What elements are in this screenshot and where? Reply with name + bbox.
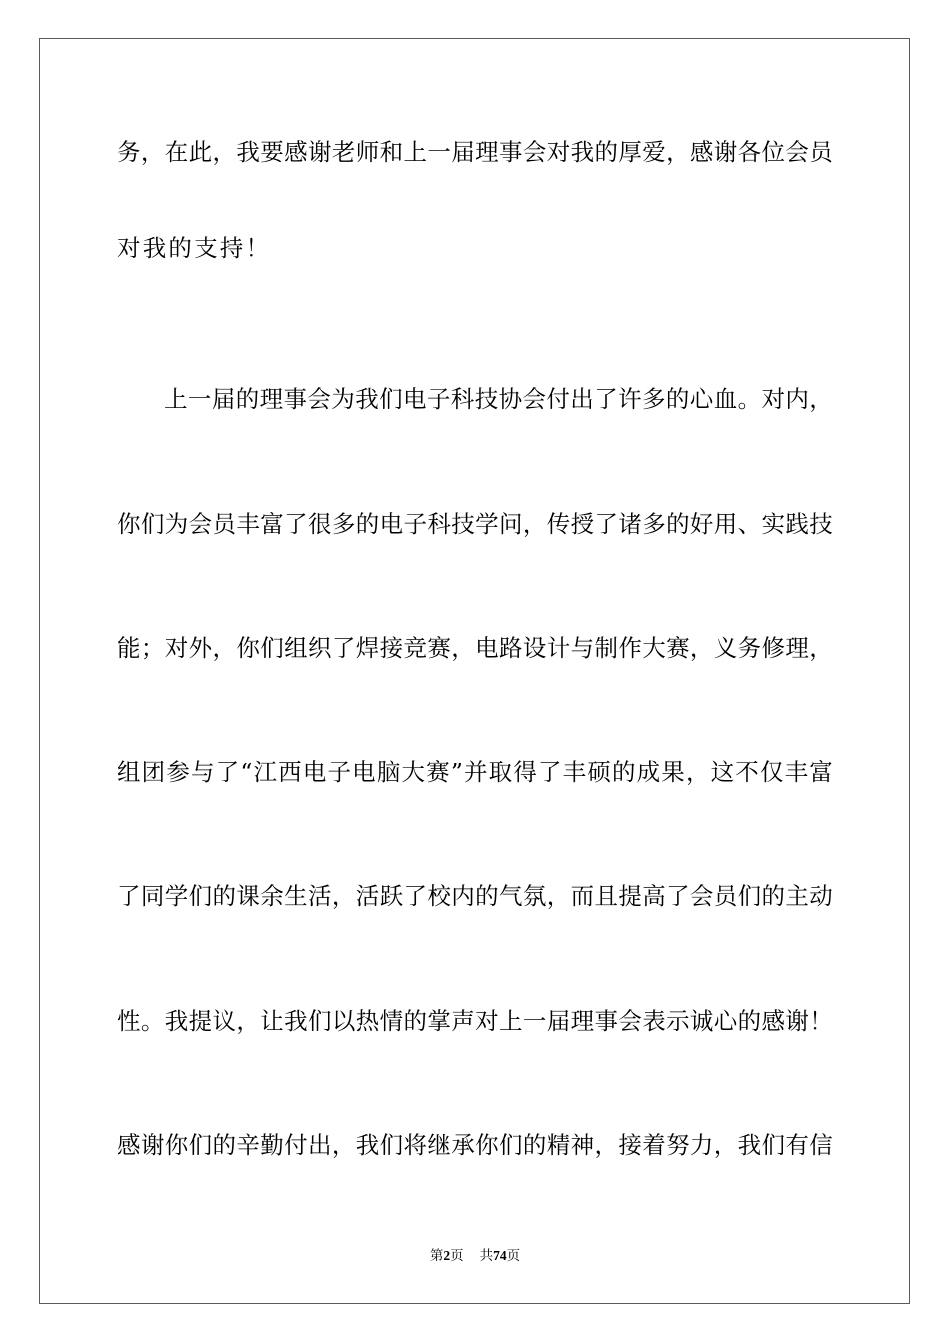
footer-page-prefix: 第 [429, 1248, 444, 1263]
body-line-4: 你们为会员丰富了很多的电子科技学问，传授了诸多的好用、实践技 [117, 510, 833, 538]
body-line-6: 组团参与了“江西电子电脑大赛”并取得了丰硕的成果，这不仅丰富 [117, 758, 833, 786]
body-line-9: 感谢你们的辛勤付出，我们将继承你们的精神，接着努力，我们有信 [117, 1131, 833, 1159]
footer-total-prefix: 共 [479, 1248, 494, 1263]
body-line-8: 性。我提议，让我们以热情的掌声对上一届理事会表示诚心的感谢！ [117, 1007, 833, 1035]
footer-total-suffix: 页 [506, 1248, 521, 1263]
page-footer [0, 1247, 950, 1265]
footer-page-current: 2 [443, 1248, 451, 1263]
body-line-3: 上一届的理事会为我们电子科技协会付出了许多的心血。对内， [164, 385, 833, 413]
footer-page-suffix: 页 [450, 1248, 464, 1263]
body-line-2: 对我的支持！ [117, 234, 272, 262]
footer-page-total: 74 [493, 1248, 507, 1263]
page-frame [39, 38, 910, 1304]
body-line-1: 务，在此，我要感谢老师和上一届理事会对我的厚爱，感谢各位会员 [117, 138, 833, 166]
body-line-7: 了同学们的课余生活，活跃了校内的气氛，而且提高了会员们的主动 [117, 882, 833, 910]
body-line-5: 能；对外，你们组织了焊接竞赛，电路设计与制作大赛，义务修理， [117, 634, 833, 662]
